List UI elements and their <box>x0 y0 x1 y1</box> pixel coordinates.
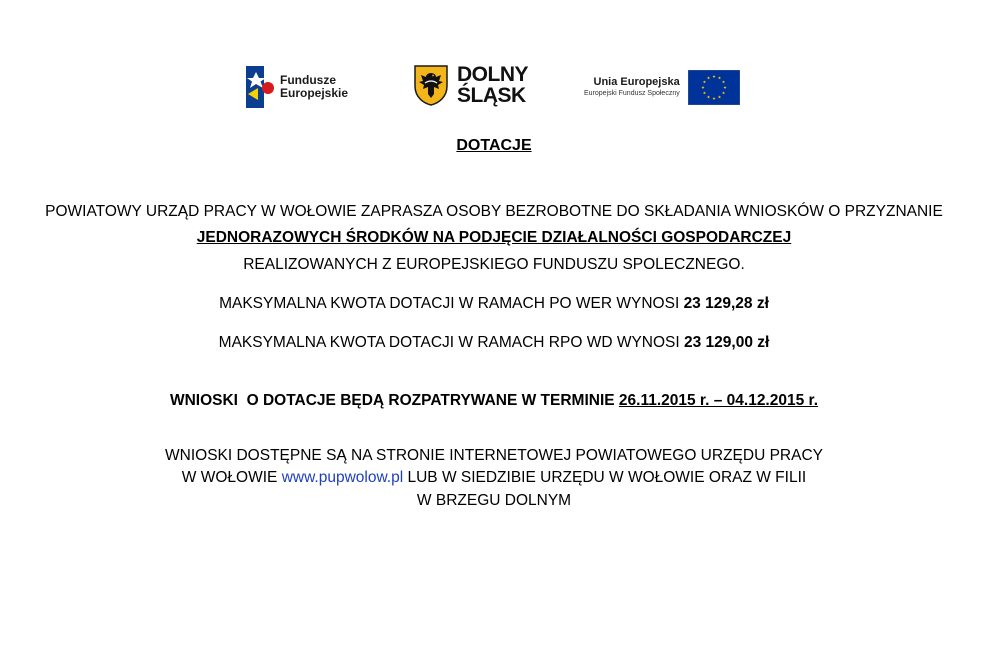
application-term-text: WNIOSKI O DOTACJE BĘDĄ ROZPATRYWANE W TERMINIE <box>169 392 615 409</box>
unia-europejska-text <box>584 76 680 99</box>
fundusze-europejskie-text <box>280 74 348 100</box>
eu-flag-icon <box>688 70 740 105</box>
info-line-1: WNIOSKI DOSTĘPNE SĄ NA STRONIE INTERNETOWEJ POWIATOWEGO URZĘDU PRACY <box>165 447 823 464</box>
info-line-2-post: LUB W SIEDZIBIE URZĘDU W WOŁOWIE ORAZ W FILII <box>407 469 807 486</box>
application-term <box>0 391 988 411</box>
info-line-2 <box>0 468 988 488</box>
dolny-slask-text <box>457 64 528 106</box>
dolny-slask-logo <box>413 64 528 106</box>
logo-bar <box>0 62 988 112</box>
fundusze-europejskie-icon <box>246 66 274 108</box>
amount-po-wer-value: 23 129,28 zł <box>683 295 769 312</box>
amount-po-wer <box>0 294 988 314</box>
amount-rpo-wd-value: 23 129,00 zł <box>684 334 770 351</box>
unia-europejska-logo <box>584 70 740 105</box>
info-line-3: W BRZEGU DOLNYM <box>416 492 572 509</box>
amount-rpo-wd-text: MAKSYMALNA KWOTA DOTACJI W RAMACH RPO WD WYNOSI <box>218 334 680 351</box>
ue-subtitle: Europejski Fundusz Społeczny <box>584 90 680 97</box>
amount-po-wer-text: MAKSYMALNA KWOTA DOTACJI W RAMACH PO WER WYNOSI <box>219 295 680 312</box>
fe-line-2: Europejskie <box>280 86 349 100</box>
page-title: DOTACJE <box>456 137 532 154</box>
fundusze-europejskie-logo <box>246 66 348 108</box>
application-term-dates: 26.11.2015 r. – 04.12.2015 r. <box>618 392 819 409</box>
intro-line-1: POWIATOWY URZĄD PRACY W WOŁOWIE ZAPRASZA OSOBY BEZROBOTNE DO SKŁADANIA WNIOSKÓW O PRZYZNANIE <box>45 203 943 220</box>
fe-line-1: Fundusze <box>280 73 336 87</box>
eagle-shield-icon <box>413 64 449 106</box>
ds-line-1: DOLNY <box>457 63 528 86</box>
intro-line-3: REALIZOWANYCH Z EUROPEJSKIEGO FUNDUSZU SPOLECZNEGO. <box>243 256 745 273</box>
amount-rpo-wd <box>0 333 988 353</box>
website-link[interactable]: www.pupwolow.pl <box>281 469 404 486</box>
info-line-2-pre: W WOŁOWIE <box>181 469 278 486</box>
ds-line-2: ŚLĄSK <box>457 84 526 107</box>
intro-line-2: JEDNORAZOWYCH ŚRODKÓW NA PODJĘCIE DZIAŁALNOŚCI GOSPODARCZEJ <box>196 229 792 246</box>
ue-title: Unia Europejska <box>593 76 680 88</box>
